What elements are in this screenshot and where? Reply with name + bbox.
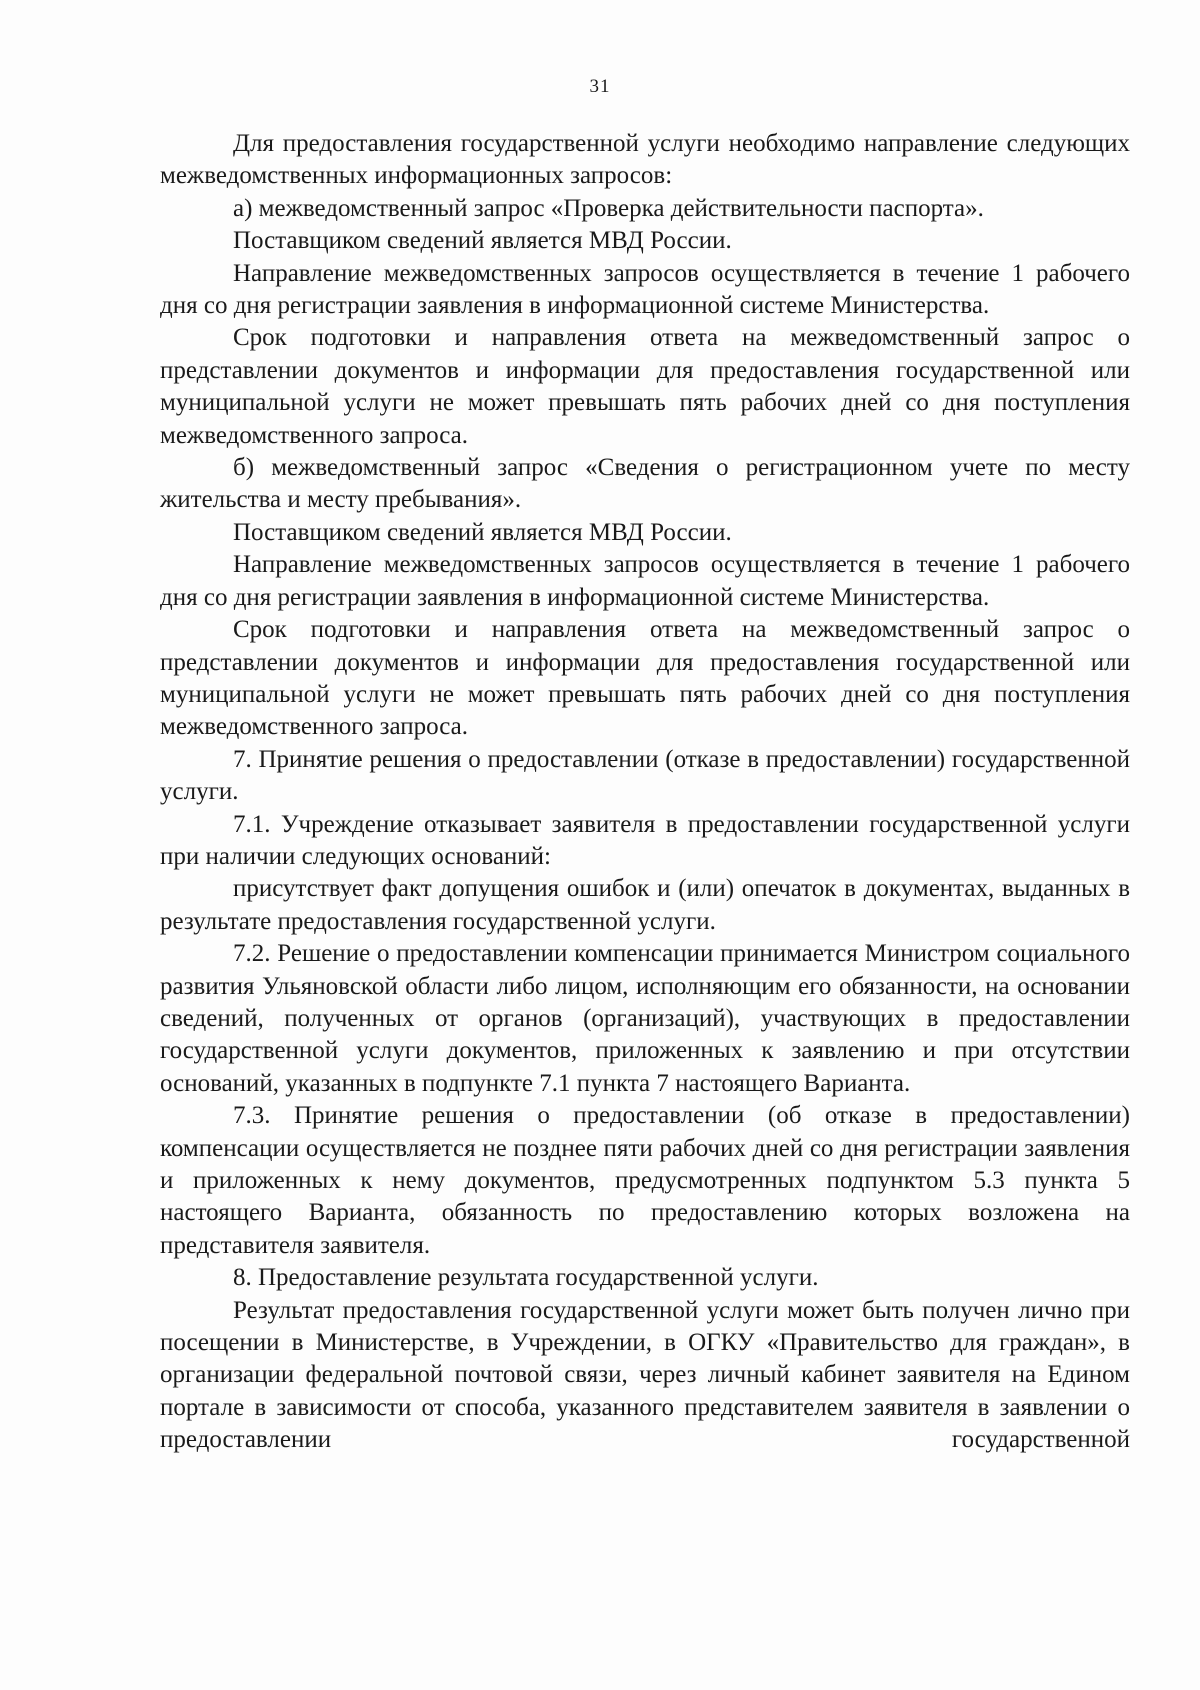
paragraph: присутствует факт допущения ошибок и (или) опечаток в документах, выданных в результате предоставления государственной услуги. <box>160 875 1130 935</box>
paragraph: а) межведомственный запрос «Проверка действительности паспорта». <box>233 194 984 222</box>
paragraph: Срок подготовки и направления ответа на межведомственный запрос о представлении документов и информации для предоставления государственной или муниципальной услуги не может превышать пять рабочих дней со дня поступления межведомственного запроса. <box>160 324 1130 449</box>
paragraph: 8. Предоставление результата государственной услуги. <box>233 1264 819 1292</box>
page-number: 31 <box>589 76 611 97</box>
paragraph: 7. Принятие решения о предоставлении (отказе в предоставлении) государственной услуги. <box>160 745 1130 806</box>
paragraph: 7.3. Принятие решения о предоставлении (об отказе в предоставлении) компенсации осуществляется не позднее пяти рабочих дней со дня регистрации заявления и приложенных к нему документов, предусмотренных подпунктом 5.3 пункта 5 настоящего Варианта, обязанность по предоставлению которых возложена на представителя заявителя. <box>160 1102 1130 1259</box>
paragraph: 7.2. Решение о предоставлении компенсации принимается Министром социального развития Ульяновской области либо лицом, исполняющим его обязанности, на основании сведений, полученных от органов (организаций), участвующих в предоставлении государственной услуги документов, приложенных к заявлению и при отсутствии оснований, указанных в подпункте 7.1 пункта 7 настоящего Варианта. <box>160 940 1130 1097</box>
paragraph: Для предоставления государственной услуги необходимо направление следующих межведомственных информационных запросов: <box>160 130 1130 190</box>
paragraph: Направление межведомственных запросов осуществляется в течение 1 рабочего дня со дня регистрации заявления в информационной системе Министерства. <box>160 259 1130 320</box>
paragraph: б) межведомственный запрос «Сведения о регистрационном учете по месту жительства и месту пребывания». <box>160 454 1130 514</box>
paragraph: Поставщиком сведений является МВД России. <box>233 227 732 255</box>
paragraph: Результат предоставления государственной услуги может быть получен лично при посещении в Министерстве, в Учреждении, в ОГКУ «Правительство для граждан», в организации федеральной почтовой связи, через личный кабинет заявителя на Едином портале в зависимости от способа, указанного представителем заявителя в заявлении о предоставлении государственной <box>160 1296 1130 1454</box>
paragraph: Поставщиком сведений является МВД России. <box>233 518 732 546</box>
document-body <box>160 128 1130 1457</box>
paragraph: 7.1. Учреждение отказывает заявителя в предоставлении государственной услуги при наличии следующих оснований: <box>160 810 1130 870</box>
paragraph: Направление межведомственных запросов осуществляется в течение 1 рабочего дня со дня регистрации заявления в информационной системе Министерства. <box>160 551 1130 611</box>
paragraph: Срок подготовки и направления ответа на межведомственный запрос о представлении документов и информации для предоставления государственной или муниципальной услуги не может превышать пять рабочих дней со дня поступления межведомственного запроса. <box>160 616 1130 741</box>
